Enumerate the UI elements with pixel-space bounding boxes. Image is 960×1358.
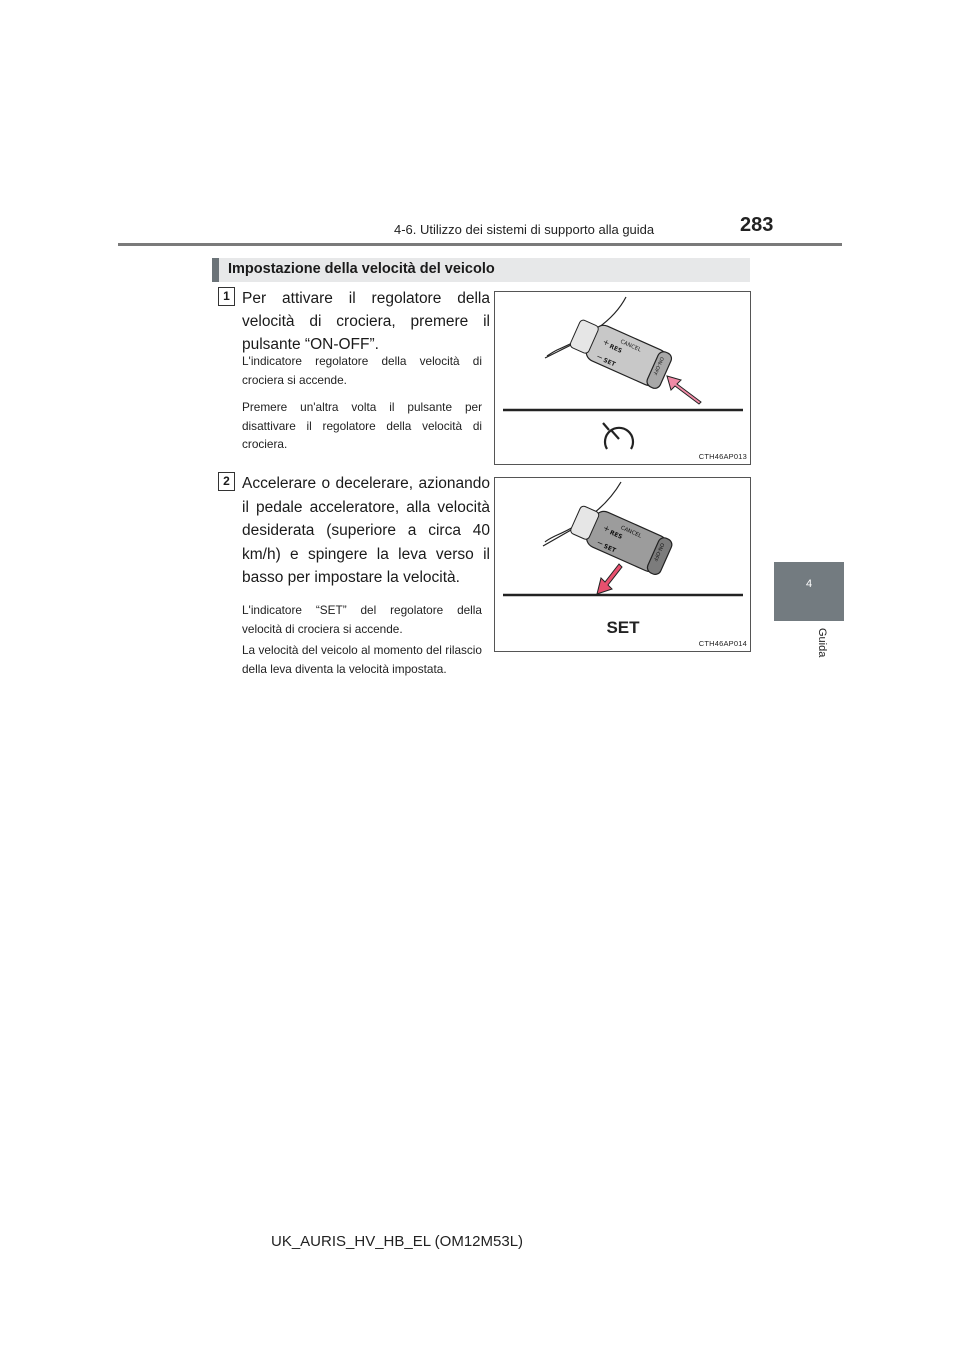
lever-on-off-label: ON-OFF — [651, 355, 665, 376]
section-heading — [212, 258, 750, 282]
lever-minus-label: − — [594, 351, 605, 363]
step-note: L'indicatore “SET” del regolatore della velocità di crociera si accende. — [242, 603, 482, 636]
page-number: 283 — [740, 214, 774, 236]
step-note: Premere un'altra volta il pulsante per disattivare il regolatore della velocità di crociera. — [242, 400, 482, 451]
lever-on-off-label: ON-OFF — [651, 541, 665, 562]
lever-minus-label: − — [595, 537, 605, 549]
lever-res-label: RES — [608, 529, 624, 541]
chapter-tab — [774, 562, 844, 621]
lever-set-label: SET — [602, 356, 617, 369]
step-note: La velocità del veicolo al momento del rilascio della leva diventa la velocità impostata. — [242, 643, 482, 676]
step-instruction: Accelerare o decelerare, azionando il pedale acceleratore, alla velocità desiderata (superiore a circa 40 km/h) e spingere la leva verso il basso per impostare la velocità. — [242, 475, 490, 586]
step-note: L'indicatore regolatore della velocità di crociera si accende. — [242, 354, 482, 387]
set-indicator-text: SET — [606, 618, 640, 637]
step-number-badge: 2 — [218, 472, 235, 491]
cruise-lever-illustration — [495, 292, 750, 464]
lever-plus-label: + — [601, 523, 612, 535]
lever-res-label: RES — [608, 343, 623, 355]
running-header: 4-6. Utilizzo dei sistemi di supporto alla guida — [394, 222, 655, 237]
section-heading-text: Impostazione della velocità del veicolo — [228, 261, 495, 277]
lever-cancel-label: CANCEL — [619, 339, 642, 354]
press-arrow-icon — [667, 376, 701, 404]
header-divider — [118, 243, 842, 246]
step-instruction: Per attivare il regolatore della velocità di crociera, premere il pulsante “ON-OFF”. — [242, 290, 490, 353]
cruise-indicator-icon — [603, 423, 633, 449]
figure-cruise-set — [494, 477, 751, 652]
push-down-arrow-icon — [597, 564, 622, 594]
step-number-badge: 1 — [218, 287, 235, 306]
figure-code: CTH46AP014 — [698, 639, 747, 648]
figure-code: CTH46AP013 — [698, 452, 747, 461]
chapter-number: 4 — [805, 578, 813, 590]
lever-plus-label: + — [601, 337, 612, 349]
chapter-label: Guida — [816, 628, 828, 658]
lever-cancel-label: CANCEL — [619, 525, 643, 540]
cruise-lever-illustration — [495, 478, 750, 651]
figure-cruise-on-off — [494, 291, 751, 465]
footer-model-code: UK_AURIS_HV_HB_EL (OM12M53L) — [271, 1233, 524, 1250]
lever-set-label: SET — [602, 542, 617, 555]
